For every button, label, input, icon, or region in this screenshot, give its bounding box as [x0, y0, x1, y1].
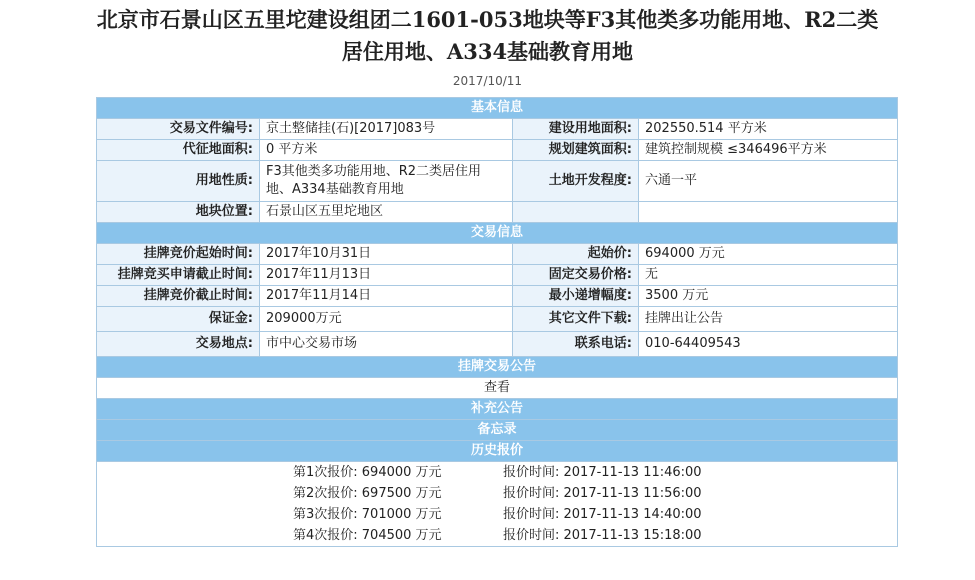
- page-title-line1: 北京市石景山区五里坨建设组团二1601-053地块等F3其他类多功能用地、R2二类: [96, 7, 879, 32]
- location-label: 地块位置:: [97, 202, 260, 223]
- dev-level-label: 土地开发程度:: [513, 161, 639, 202]
- history-row: [103, 462, 891, 483]
- bid-end-value: 2017年11月14日: [260, 286, 513, 307]
- history-row: [103, 483, 891, 504]
- apply-end-label: 挂牌竞买申请截止时间:: [97, 265, 260, 286]
- history-price: 第1次报价: 694000 万元: [293, 465, 442, 480]
- history-time: 报价时间: 2017-11-13 11:56:00: [503, 486, 702, 501]
- history-price: 第2次报价: 697500 万元: [293, 486, 442, 501]
- history-price: 第3次报价: 701000 万元: [293, 507, 442, 522]
- other-files-link[interactable]: 挂牌出让公告: [639, 307, 898, 332]
- history-row: [103, 504, 891, 525]
- start-time-label: 挂牌竞价起始时间:: [97, 244, 260, 265]
- location-value: 石景山区五里坨地区: [260, 202, 513, 223]
- other-files-label: 其它文件下载:: [513, 307, 639, 332]
- min-increment-value: 3500 万元: [639, 286, 898, 307]
- land-use-value: F3其他类多功能用地、R2二类居住用地、A334基础教育用地: [260, 161, 513, 202]
- history-time: 报价时间: 2017-11-13 14:40:00: [503, 507, 702, 522]
- min-increment-label: 最小递增幅度:: [513, 286, 639, 307]
- publish-date: 2017/10/11: [452, 74, 523, 88]
- doc-no-label: 交易文件编号:: [97, 119, 260, 140]
- doc-no-value: 京土整储挂(石)[2017]083号: [260, 119, 513, 140]
- phone-value: 010-64409543: [639, 332, 898, 357]
- place-label: 交易地点:: [97, 332, 260, 357]
- fixed-price-label: 固定交易价格:: [513, 265, 639, 286]
- history-row: [103, 525, 891, 546]
- start-time-value: 2017年10月31日: [260, 244, 513, 265]
- land-area-label: 建设用地面积:: [513, 119, 639, 140]
- fixed-price-value: 无: [639, 265, 898, 286]
- place-value: 市中心交易市场: [260, 332, 513, 357]
- empty-value-cell: [639, 202, 898, 223]
- plan-area-value: 建筑控制规模 ≤346496平方米: [639, 140, 898, 161]
- levy-area-value: 0 平方米: [260, 140, 513, 161]
- levy-area-label: 代征地面积:: [97, 140, 260, 161]
- bid-end-label: 挂牌竞价截止时间:: [97, 286, 260, 307]
- section-trade-info: 交易信息: [97, 223, 898, 244]
- section-basic-info: 基本信息: [97, 98, 898, 119]
- deposit-label: 保证金:: [97, 307, 260, 332]
- view-notice-link[interactable]: 查看: [97, 378, 898, 399]
- history-time: 报价时间: 2017-11-13 15:18:00: [503, 528, 702, 543]
- land-use-label: 用地性质:: [97, 161, 260, 202]
- deposit-value: 209000万元: [260, 307, 513, 332]
- start-price-label: 起始价:: [513, 244, 639, 265]
- history-price: 第4次报价: 704500 万元: [293, 528, 442, 543]
- page-title: [0, 4, 975, 68]
- section-notice: 挂牌交易公告: [97, 357, 898, 378]
- land-info-table: [96, 97, 898, 547]
- section-history: 历史报价: [97, 441, 898, 462]
- phone-label: 联系电话:: [513, 332, 639, 357]
- plan-area-label: 规划建筑面积:: [513, 140, 639, 161]
- section-memo: 备忘录: [97, 420, 898, 441]
- page-title-line2: 居住用地、A334基础教育用地: [341, 39, 634, 64]
- history-list: [97, 462, 898, 547]
- apply-end-value: 2017年11月13日: [260, 265, 513, 286]
- land-area-value: 202550.514 平方米: [639, 119, 898, 140]
- dev-level-value: 六通一平: [639, 161, 898, 202]
- empty-label-cell: [513, 202, 639, 223]
- history-time: 报价时间: 2017-11-13 11:46:00: [503, 465, 702, 480]
- section-supplement: 补充公告: [97, 399, 898, 420]
- start-price-value: 694000 万元: [639, 244, 898, 265]
